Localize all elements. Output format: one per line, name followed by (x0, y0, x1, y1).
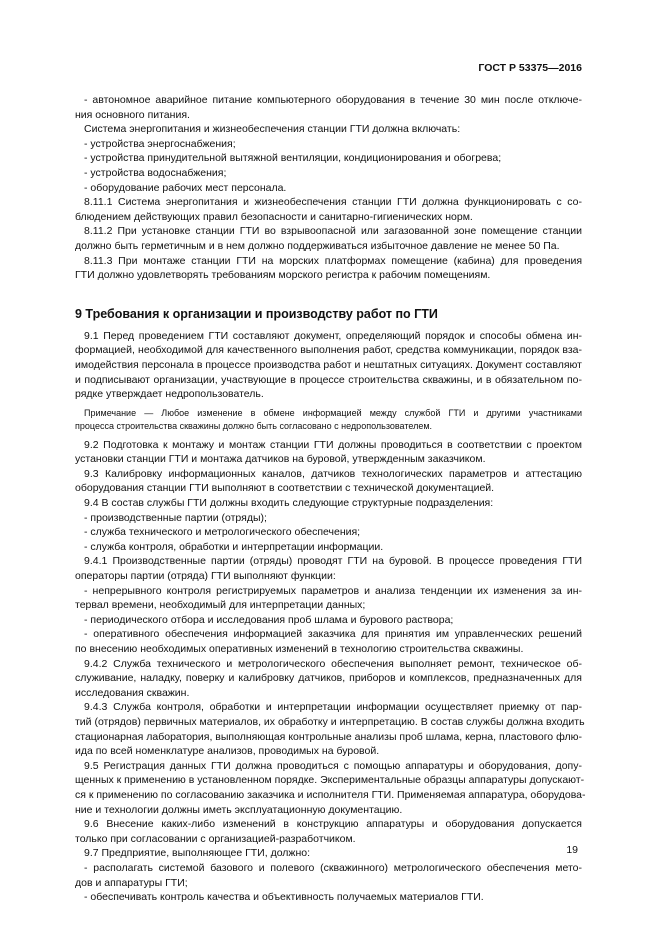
text-line: дов и аппаратуры ГТИ; (75, 876, 188, 889)
text-line: формацией, необходимой для качественного выполнения работ, средства коммуникации, порядок вза- (75, 344, 582, 357)
list-block (75, 137, 582, 195)
list-item: - обеспечивать контроль качества и объективность получаемых материалов ГТИ. (84, 891, 484, 904)
text-line: 8.11.2 При установке станции ГТИ во взрывоопасной или загазованной зоне помещение станции (84, 225, 582, 238)
text-line: только при согласовании с организацией-разработчиком. (75, 832, 356, 845)
page-number: 19 (566, 844, 578, 856)
text-line: - непрерывного контроля регистрируемых параметров и анализа тенденции их изменения за ин- (84, 584, 582, 597)
text-line: 9.4 В состав службы ГТИ должны входить следующие структурные подразделения: (84, 497, 494, 510)
text-line: 9.6 Внесение каких-либо изменений в конструкцию аппаратуры и оборудования допускается (84, 818, 582, 831)
paragraph (75, 329, 582, 402)
section-heading: 9 Требования к организации и производству работ по ГТИ (75, 306, 438, 321)
text-line: Примечание — Любое изменение в обмене информацией между службой ГТИ и другими участниками (84, 407, 582, 418)
list-item: - периодического отбора и исследования проб шлама и бурового раствора; (84, 613, 454, 626)
list-item: - производственные партии (отряды); (84, 511, 267, 524)
text-line: ние и технологии должны иметь эксплуатационную документацию. (75, 803, 403, 816)
text-line: 8.11.1 Система энергопитания и жизнеобеспечения станции ГТИ должна функционировать с со- (84, 196, 582, 209)
text-line: исследования скважин. (75, 686, 190, 699)
paragraph (75, 861, 582, 890)
paragraph (75, 846, 582, 861)
text-line: 9.4.1 Производственные партии (отряды) проводят ГТИ на буровой. В процессе проведения ГТИ (84, 555, 582, 568)
paragraph (75, 700, 585, 758)
paragraph (75, 467, 582, 496)
text-line: блюдением действующих правил безопасности и санитарно-гигиенических норм. (75, 210, 473, 223)
text-line: щенных к применению в установленном порядке. Экспериментальные образцы аппаратуры допускают- (75, 774, 585, 787)
text-line: 9.7 Предприятие, выполняющее ГТИ, должно: (84, 847, 311, 860)
text-line: процесса строительства скважины должно быть согласовано с недропользователем. (75, 420, 433, 431)
list-item: - оборудование рабочих мест персонала. (84, 181, 287, 194)
text-line: служивание, наладку, поверку и калибровку датчиков, приборов и комплексов, предназначенных для (75, 672, 582, 685)
text-line: тий (отрядов) первичных материалов, их обработку и интерпретацию. В состав службы должна входить (75, 715, 585, 728)
paragraph (75, 554, 582, 583)
text-line: установки станции ГТИ и монтажа датчиков на буровой, утвержденным заказчиком. (75, 453, 486, 466)
text-line: тервал времени, необходимый для интерпретации данных; (75, 599, 366, 612)
text-line: стационарная лаборатория, выполняющая контрольные анализы проб шлама, керна, пластового флю- (75, 730, 582, 743)
list-block (75, 511, 582, 555)
text-line: 9.3 Калибровку информационных каналов, датчиков технологических параметров и аттестацию (84, 467, 582, 480)
list-item: - служба контроля, обработки и интерпретации информации. (84, 540, 384, 553)
document-code-header: ГОСТ Р 53375—2016 (478, 62, 582, 74)
paragraph (75, 438, 582, 467)
paragraph (75, 627, 582, 656)
paragraph (75, 122, 582, 137)
text-line: - автономное аварийное питание компьютерного оборудования в течение 30 мин после отключе- (84, 94, 582, 106)
text-line: - располагать системой базового и полевого (скважинного) метрологического обеспечения мето- (84, 861, 582, 874)
list-block (75, 890, 582, 905)
text-line: по внесению необходимых оперативных изменений в технологию строительства скважины. (75, 643, 524, 655)
list-item: - устройства принудительной вытяжной вентиляции, кондиционирования и обогрева; (84, 152, 502, 165)
list-item: - устройства энергоснабжения; (84, 137, 236, 150)
text-line: имодействия персонала в процессе производства работ и нештатных ситуациях. Документ составляют (75, 358, 582, 371)
text-line: 9.1 Перед проведением ГТИ составляют документ, определяющий порядок и способы обмена ин- (84, 329, 582, 342)
text-line: 9.2 Подготовка к монтажу и монтаж станции ГТИ должны проводиться в соответствии с проектом (84, 438, 582, 451)
paragraph (75, 254, 582, 283)
text-line: рядке утверждает недропользователь. (75, 388, 264, 401)
paragraph (75, 93, 582, 122)
text-line: ида по всей номенклатуре анализов, проводимых на буровой. (75, 745, 380, 758)
text-line: ГТИ должно удовлетворять требованиям морского регистра к рабочим помещениям. (75, 269, 491, 282)
text-line: оборудования станции ГТИ выполняют в соответствии с технической документацией. (75, 482, 495, 495)
text-line: должно быть герметичным и в нем должно поддерживаться избыточное давление не менее 50 Па. (75, 239, 560, 252)
text-line: 9.5 Регистрация данных ГТИ должна проводиться с помощью аппаратуры и оборудования, допу- (84, 759, 582, 772)
text-line: 9.4.2 Служба технического и метрологического обеспечения выполняет ремонт, техническое об- (84, 657, 582, 670)
paragraph (75, 224, 582, 253)
paragraph (75, 496, 582, 511)
list-item: - служба технического и метрологического обеспечения; (84, 526, 361, 539)
text-line: ся к применению по согласованию заказчика и исполнителя ГТИ. Применяемая аппаратура, оборудова- (75, 788, 586, 801)
paragraph (75, 759, 586, 817)
list-block (75, 613, 582, 628)
list-item: - устройства водоснабжения; (84, 166, 227, 179)
document-body (75, 93, 586, 905)
text-line: операторы партии (отряда) ГТИ выполняют функции: (75, 570, 336, 583)
paragraph (75, 195, 582, 224)
paragraph (75, 657, 582, 701)
text-line: 8.11.3 При монтаже станции ГТИ на морских платформах помещение (кабина) для проведения (84, 254, 582, 267)
text-line: 9.4.3 Служба контроля, обработки и интерпретации информации осуществляет приемку от пар- (84, 701, 582, 714)
text-line: и подписывают организации, участвующие в процессе строительства скважины, и в обязательном по- (75, 373, 582, 386)
text-line: Система энергопитания и жизнеобеспечения станции ГТИ должна включать: (84, 123, 461, 136)
paragraph (75, 584, 582, 613)
paragraph (75, 817, 582, 846)
text-line: ния основного питания. (75, 108, 190, 121)
note-paragraph (75, 407, 582, 433)
text-line: - оперативного обеспечения информацией заказчика для принятия им управленческих решений (84, 628, 582, 641)
